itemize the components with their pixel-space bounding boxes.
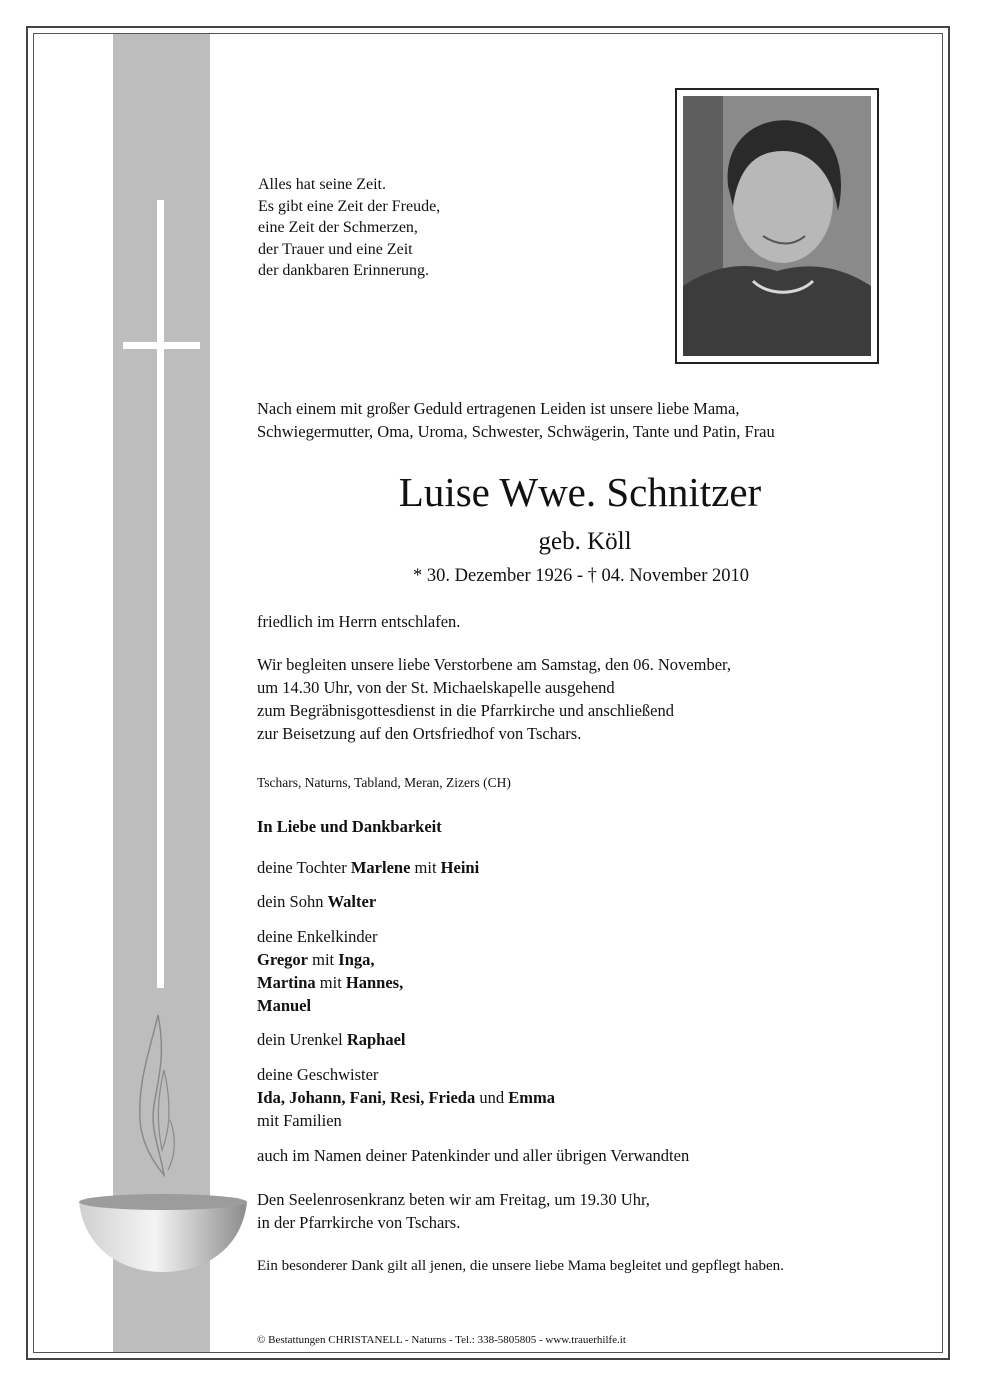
grandchild-partner: Inga, (338, 950, 375, 969)
poem-line: Alles hat seine Zeit. (258, 176, 386, 193)
funeral-line: zum Begräbnisgottesdienst in die Pfarrkirche und anschließend (257, 701, 674, 720)
poem (258, 174, 440, 282)
family-siblings (257, 1063, 555, 1132)
footer: © Bestattungen CHRISTANELL - Naturns - Tel.: 338-5805805 - www.trauerhilfe.it (257, 1334, 626, 1346)
rosary-line: in der Pfarrkirche von Tschars. (257, 1213, 461, 1232)
poem-line: eine Zeit der Schmerzen, (258, 219, 418, 236)
cross-icon (157, 200, 164, 988)
connector: mit (315, 973, 346, 992)
rosary-line: Den Seelenrosenkranz beten wir am Freitag, um 19.30 Uhr, (257, 1190, 650, 1209)
peaceful-line: friedlich im Herrn entschlafen. (257, 612, 461, 631)
rosary-text (257, 1188, 650, 1234)
grandchild-name: Manuel (257, 996, 312, 1015)
intro-line: Nach einem mit großer Geduld ertragenen Leiden ist unsere liebe Mama, (257, 399, 740, 418)
great-grandchild-name: Raphael (346, 1030, 406, 1049)
daughter-name: Marlene (350, 858, 411, 877)
family-son (257, 890, 376, 913)
poem-line: Es gibt eine Zeit der Freude, (258, 197, 441, 215)
label: dein Sohn (257, 892, 328, 911)
life-dates: * 30. Dezember 1926 - † 04. November 2010 (413, 566, 749, 586)
label: deine Tochter (257, 858, 351, 877)
places-line: Tschars, Naturns, Tabland, Meran, Zizers (CH) (257, 775, 511, 790)
funeral-line: zur Beisetzung auf den Ortsfriedhof von Tschars. (257, 724, 582, 743)
intro-text (257, 397, 775, 443)
family-daughter (257, 856, 479, 879)
flame-icon (130, 1010, 190, 1180)
relatives-line: auch im Namen deiner Patenkinder und aller übrigen Verwandten (257, 1146, 690, 1165)
funeral-line: um 14.30 Uhr, von der St. Michaelskapelle ausgehend (257, 678, 615, 697)
intro-line: Schwiegermutter, Oma, Uroma, Schwester, Schwägerin, Tante und Patin, Frau (257, 422, 775, 441)
portrait-photo (675, 88, 879, 364)
daughter-partner: Heini (440, 858, 480, 877)
bowl-icon (77, 1192, 249, 1274)
with-families: mit Familien (257, 1111, 342, 1130)
sibling-last: Emma (508, 1088, 555, 1107)
funeral-text (257, 653, 731, 745)
funeral-line: Wir begleiten unsere liebe Verstorbene am Samstag, den 06. November, (257, 655, 731, 674)
deceased-name: Luise Wwe. Schnitzer (398, 469, 762, 515)
grandchild-name: Gregor (257, 950, 309, 969)
label: deine Enkelkinder (257, 927, 378, 946)
connector: mit (308, 950, 339, 969)
poem-line: der Trauer und eine Zeit (258, 240, 413, 258)
maiden-name: geb. Köll (538, 528, 632, 555)
siblings-names: Ida, Johann, Fani, Resi, Frieda (257, 1088, 476, 1107)
love-line: In Liebe und Dankbarkeit (257, 817, 442, 836)
label: deine Geschwister (257, 1065, 379, 1084)
label: dein Urenkel (257, 1030, 347, 1049)
grandchild-partner: Hannes, (345, 973, 404, 992)
connector: mit (410, 858, 441, 877)
connector: und (475, 1088, 509, 1107)
poem-line: der dankbaren Erinnerung. (258, 262, 430, 279)
family-great-grandchild (257, 1028, 406, 1051)
cross-bar (123, 342, 200, 349)
grandchild-name: Martina (257, 973, 316, 992)
thanks-line: Ein besonderer Dank gilt all jenen, die unsere liebe Mama begleitet und gepflegt haben. (257, 1258, 784, 1274)
portrait-image (683, 96, 871, 356)
family-grandchildren (257, 925, 403, 1017)
son-name: Walter (327, 892, 377, 911)
